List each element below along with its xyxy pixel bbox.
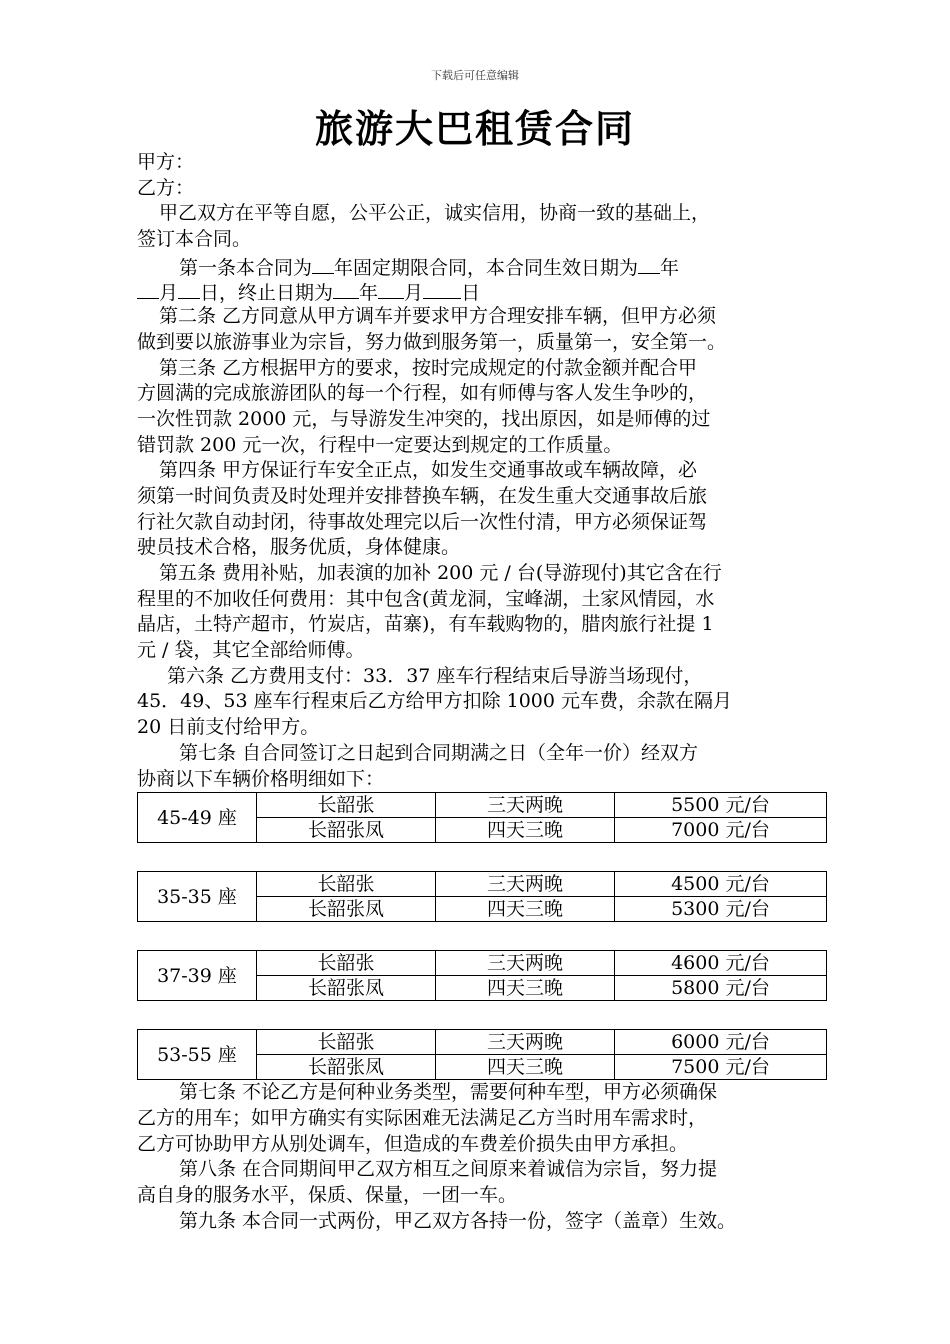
article-3 xyxy=(137,356,827,459)
article-1-line: 第一条本合同为 年固定期限合同，本合同生效日期为 年 xyxy=(137,253,827,279)
article-4 xyxy=(137,458,827,561)
price-table xyxy=(137,871,827,922)
article-4-line: 行社欠款自动封闭，待事故处理完以后一次性付清，甲方必须保证驾 xyxy=(137,510,708,533)
seat-cell: 45-49 座 xyxy=(138,793,257,843)
article-3-line: 方圆满的完成旅游团队的每一个行程，如有师傅与客人发生争吵的， xyxy=(137,382,708,405)
route-cell: 长韶张 xyxy=(257,951,436,976)
article-7-line: 协商以下车辆价格明细如下： xyxy=(137,767,385,790)
article-9 xyxy=(137,1209,827,1235)
article-4-line: 须第一时间负责及时处理并安排替换车辆，在发生重大交通事故后旅 xyxy=(137,484,708,507)
article-6 xyxy=(137,664,827,741)
route-cell: 长韶张 xyxy=(257,872,436,897)
price-cell: 7500 元/台 xyxy=(615,1055,827,1080)
blank-field[interactable] xyxy=(137,278,159,299)
price-cell: 7000 元/台 xyxy=(615,818,827,843)
duration-cell: 四天三晚 xyxy=(436,976,615,1001)
blank-field[interactable] xyxy=(378,278,404,299)
article-5-line: 元 / 袋，其它全部给师傅。 xyxy=(137,639,365,662)
article-1-line: 月 日，终止日期为 年 月 日 xyxy=(137,278,827,304)
party-b-line: 乙方： xyxy=(137,176,195,199)
article-2-line: 做到要以旅游事业为宗旨，努力做到服务第一，质量第一，安全第一。 xyxy=(137,330,727,353)
intro-line: 甲乙双方在平等自愿，公平公正，诚实信用，协商一致的基础上， xyxy=(159,202,711,225)
price-cell: 5800 元/台 xyxy=(615,976,827,1001)
intro-line: 签订本合同。 xyxy=(137,228,252,251)
article-5 xyxy=(137,561,827,664)
route-cell: 长韶张 xyxy=(257,1030,436,1055)
table-row xyxy=(138,951,827,976)
duration-cell: 四天三晚 xyxy=(436,897,615,922)
blank-field[interactable] xyxy=(423,278,461,299)
price-cell: 4600 元/台 xyxy=(615,951,827,976)
article-2 xyxy=(137,304,827,355)
seat-cell: 35-35 座 xyxy=(138,872,257,922)
article-7 xyxy=(137,741,827,792)
duration-cell: 三天两晚 xyxy=(436,793,615,818)
document-title: 旅游大巴租赁合同 xyxy=(314,106,635,151)
route-cell: 长韶张 xyxy=(257,793,436,818)
article-5-line: 第五条 费用补贴，加表演的加补 200 元 / 台(导游现付)其它含在行 xyxy=(159,562,722,584)
blank-field[interactable] xyxy=(178,278,200,299)
table-row xyxy=(138,872,827,897)
article-8 xyxy=(137,1157,827,1208)
article-9-line: 第九条 本合同一式两份，甲乙双方各持一份，签字（盖章）生效。 xyxy=(179,1209,737,1232)
article-8-line: 高自身的服务水平，保质、保量，一团一车。 xyxy=(137,1183,518,1206)
article-7b xyxy=(137,1080,827,1157)
article-3-line: 一次性罚款 2000 元，与导游发生冲突的，找出原因，如是师傅的过 xyxy=(137,407,711,430)
article-8-line: 第八条 在合同期间甲乙双方相互之间原来着诚信为宗旨，努力提 xyxy=(179,1158,718,1181)
duration-cell: 三天两晚 xyxy=(436,872,615,897)
blank-field[interactable] xyxy=(312,253,334,274)
article-7b-line: 乙方可协助甲方从别处调车，但造成的车费差价损失由甲方承担。 xyxy=(137,1132,689,1155)
blank-field[interactable] xyxy=(333,278,359,299)
price-table xyxy=(137,1029,827,1080)
duration-cell: 四天三晚 xyxy=(436,818,615,843)
duration-cell: 三天两晚 xyxy=(436,951,615,976)
party-a-line: 甲方： xyxy=(137,151,195,173)
table-row xyxy=(138,1030,827,1055)
price-table xyxy=(137,792,827,843)
seat-cell: 53-55 座 xyxy=(138,1030,257,1080)
contract-body xyxy=(137,150,827,1234)
price-tables xyxy=(137,792,827,1080)
price-cell: 5500 元/台 xyxy=(615,793,827,818)
table-spacer xyxy=(137,922,827,950)
table-row xyxy=(138,793,827,818)
article-4-line: 驶员技术合格，服务优质，身体健康。 xyxy=(137,536,461,559)
table-spacer xyxy=(137,1001,827,1029)
article-6-line: 第六条 乙方费用支付：33．37 座车行程结束后导游当场现付， xyxy=(167,664,703,687)
header-note: 下载后可任意编辑 xyxy=(431,69,519,82)
price-cell: 5300 元/台 xyxy=(615,897,827,922)
article-7b-line: 乙方的用车；如甲方确实有实际困难无法满足乙方当时用车需求时， xyxy=(137,1106,708,1129)
route-cell: 长韶张凤 xyxy=(257,1055,436,1080)
article-6-line: 45．49、53 座车行程束后乙方给甲方扣除 1000 元车费，余款在隔月 xyxy=(137,690,733,713)
price-table xyxy=(137,950,827,1001)
route-cell: 长韶张凤 xyxy=(257,897,436,922)
duration-cell: 四天三晚 xyxy=(436,1055,615,1080)
article-5-line: 程里的不加收任何费用：其中包含(黄龙洞，宝峰湖，土家风情园，水 xyxy=(137,587,715,610)
article-7b-line: 第七条 不论乙方是何种业务类型，需要何种车型，甲方必须确保 xyxy=(179,1081,718,1104)
route-cell: 长韶张凤 xyxy=(257,976,436,1001)
article-4-line: 第四条 甲方保证行车安全正点，如发生交通事故或车辆故障，必 xyxy=(159,459,698,482)
article-5-line: 晶店，土特产超市，竹炭店，苗寨)，有车载购物的，腊肉旅行社提 1 xyxy=(137,613,714,636)
price-cell: 6000 元/台 xyxy=(615,1030,827,1055)
article-6-line: 20 日前支付给甲方。 xyxy=(137,716,320,739)
article-2-line: 第二条 乙方同意从甲方调车并要求甲方合理安排车辆，但甲方必须 xyxy=(159,305,717,328)
duration-cell: 三天两晚 xyxy=(436,1030,615,1055)
article-7-line: 第七条 自合同签订之日起到合同期满之日（全年一价）经双方 xyxy=(179,741,699,764)
article-3-line: 第三条 乙方根据甲方的要求，按时完成规定的付款金额并配合甲 xyxy=(159,356,698,379)
table-spacer xyxy=(137,843,827,871)
route-cell: 长韶张凤 xyxy=(257,818,436,843)
article-1 xyxy=(137,253,827,304)
article-3-line: 错罚款 200 元一次，行程中一定要达到规定的工作质量。 xyxy=(137,433,623,456)
price-cell: 4500 元/台 xyxy=(615,872,827,897)
blank-field[interactable] xyxy=(638,253,660,274)
seat-cell: 37-39 座 xyxy=(138,951,257,1001)
intro-paragraph xyxy=(137,201,827,252)
